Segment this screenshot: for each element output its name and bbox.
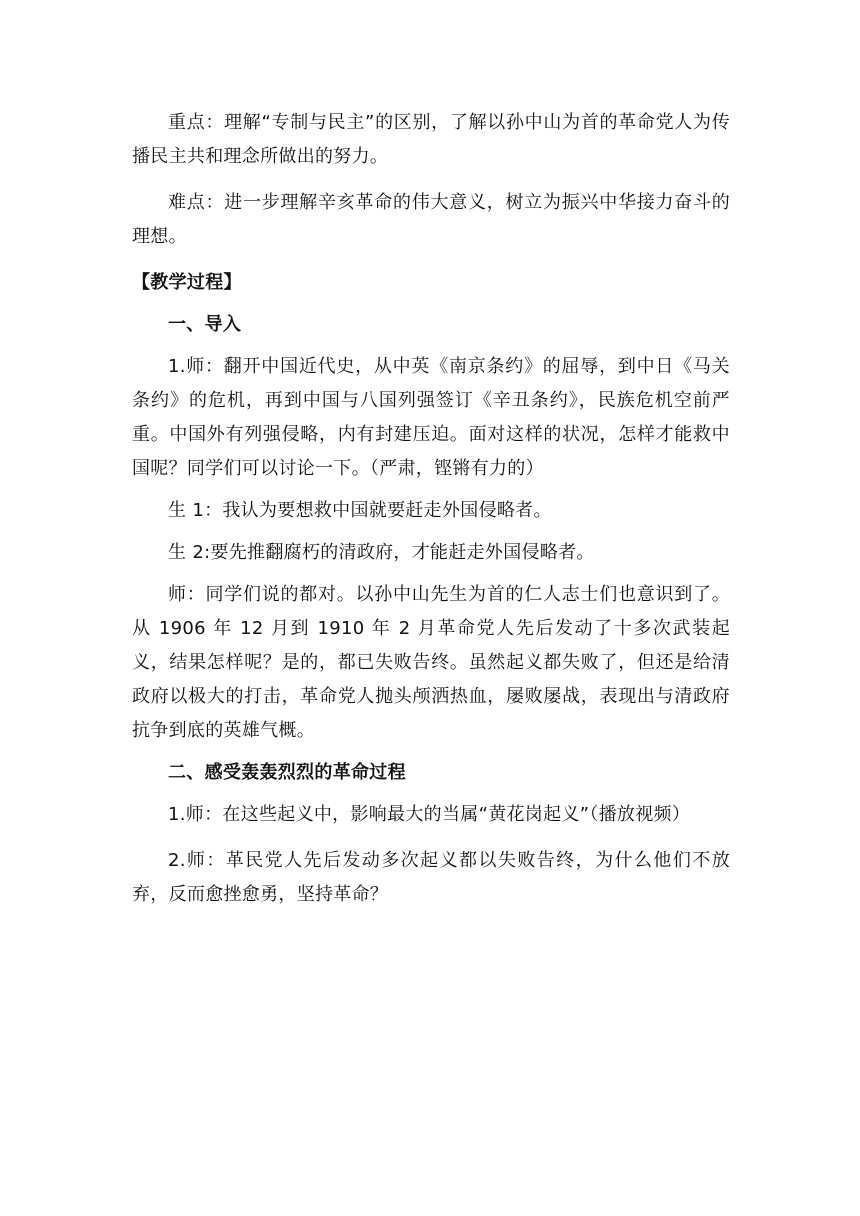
student-paragraph-2: 生 2:要先推翻腐朽的清政府，才能赶走外国侵略者。 bbox=[168, 542, 595, 563]
teacher-paragraph-4: 2.师：革民党人先后发动多次起义都以失败告终，为什么他们不放弃，反而愈挫愈勇，坚持革命？ bbox=[132, 850, 730, 905]
key-point-paragraph: 重点：理解“专制与民主”的区别，了解以孙中山为首的革命党人为传播民主共和理念所做出的努力。 bbox=[132, 112, 730, 167]
heading-revolution: 二、感受轰轰烈烈的革命过程 bbox=[168, 762, 406, 783]
teacher-paragraph-3: 1.师：在这些起义中，影响最大的当属“黄花岗起义”（播放视频） bbox=[168, 804, 691, 825]
teacher-paragraph-2: 师：同学们说的都对。以孙中山先生为首的仁人志士们也意识到了。从 1906 年 12 月到 1910 年 2 月革命党人先后发动了十多次武装起义，结果怎样呢？是的，都已失败告终。虽然起义都失败了，但还是给清政府以极大的打击，革命党人抛头颅洒热血，屡败屡战，表现出与清政府抗争到底的英雄气概。 bbox=[132, 584, 730, 741]
student-paragraph-1: 生 1：我认为要想救中国就要赶走外国侵略者。 bbox=[168, 500, 552, 521]
teacher-paragraph-1: 1.师：翻开中国近代史，从中英《南京条约》的屈辱，到中日《马关条约》的危机，再到中国与八国列强签订《辛丑条约》，民族危机空前严重。中国外有列强侵略，内有封建压迫。面对这样的状况，怎样才能救中国呢？同学们可以讨论一下。（严肃，铿锵有力的） bbox=[132, 356, 730, 479]
heading-intro: 一、导入 bbox=[168, 314, 242, 335]
document-body bbox=[132, 106, 730, 912]
difficulty-paragraph: 难点：进一步理解辛亥革命的伟大意义，树立为振兴中华接力奋斗的理想。 bbox=[132, 192, 730, 247]
section-heading-teaching-process: 【教学过程】 bbox=[132, 272, 242, 293]
